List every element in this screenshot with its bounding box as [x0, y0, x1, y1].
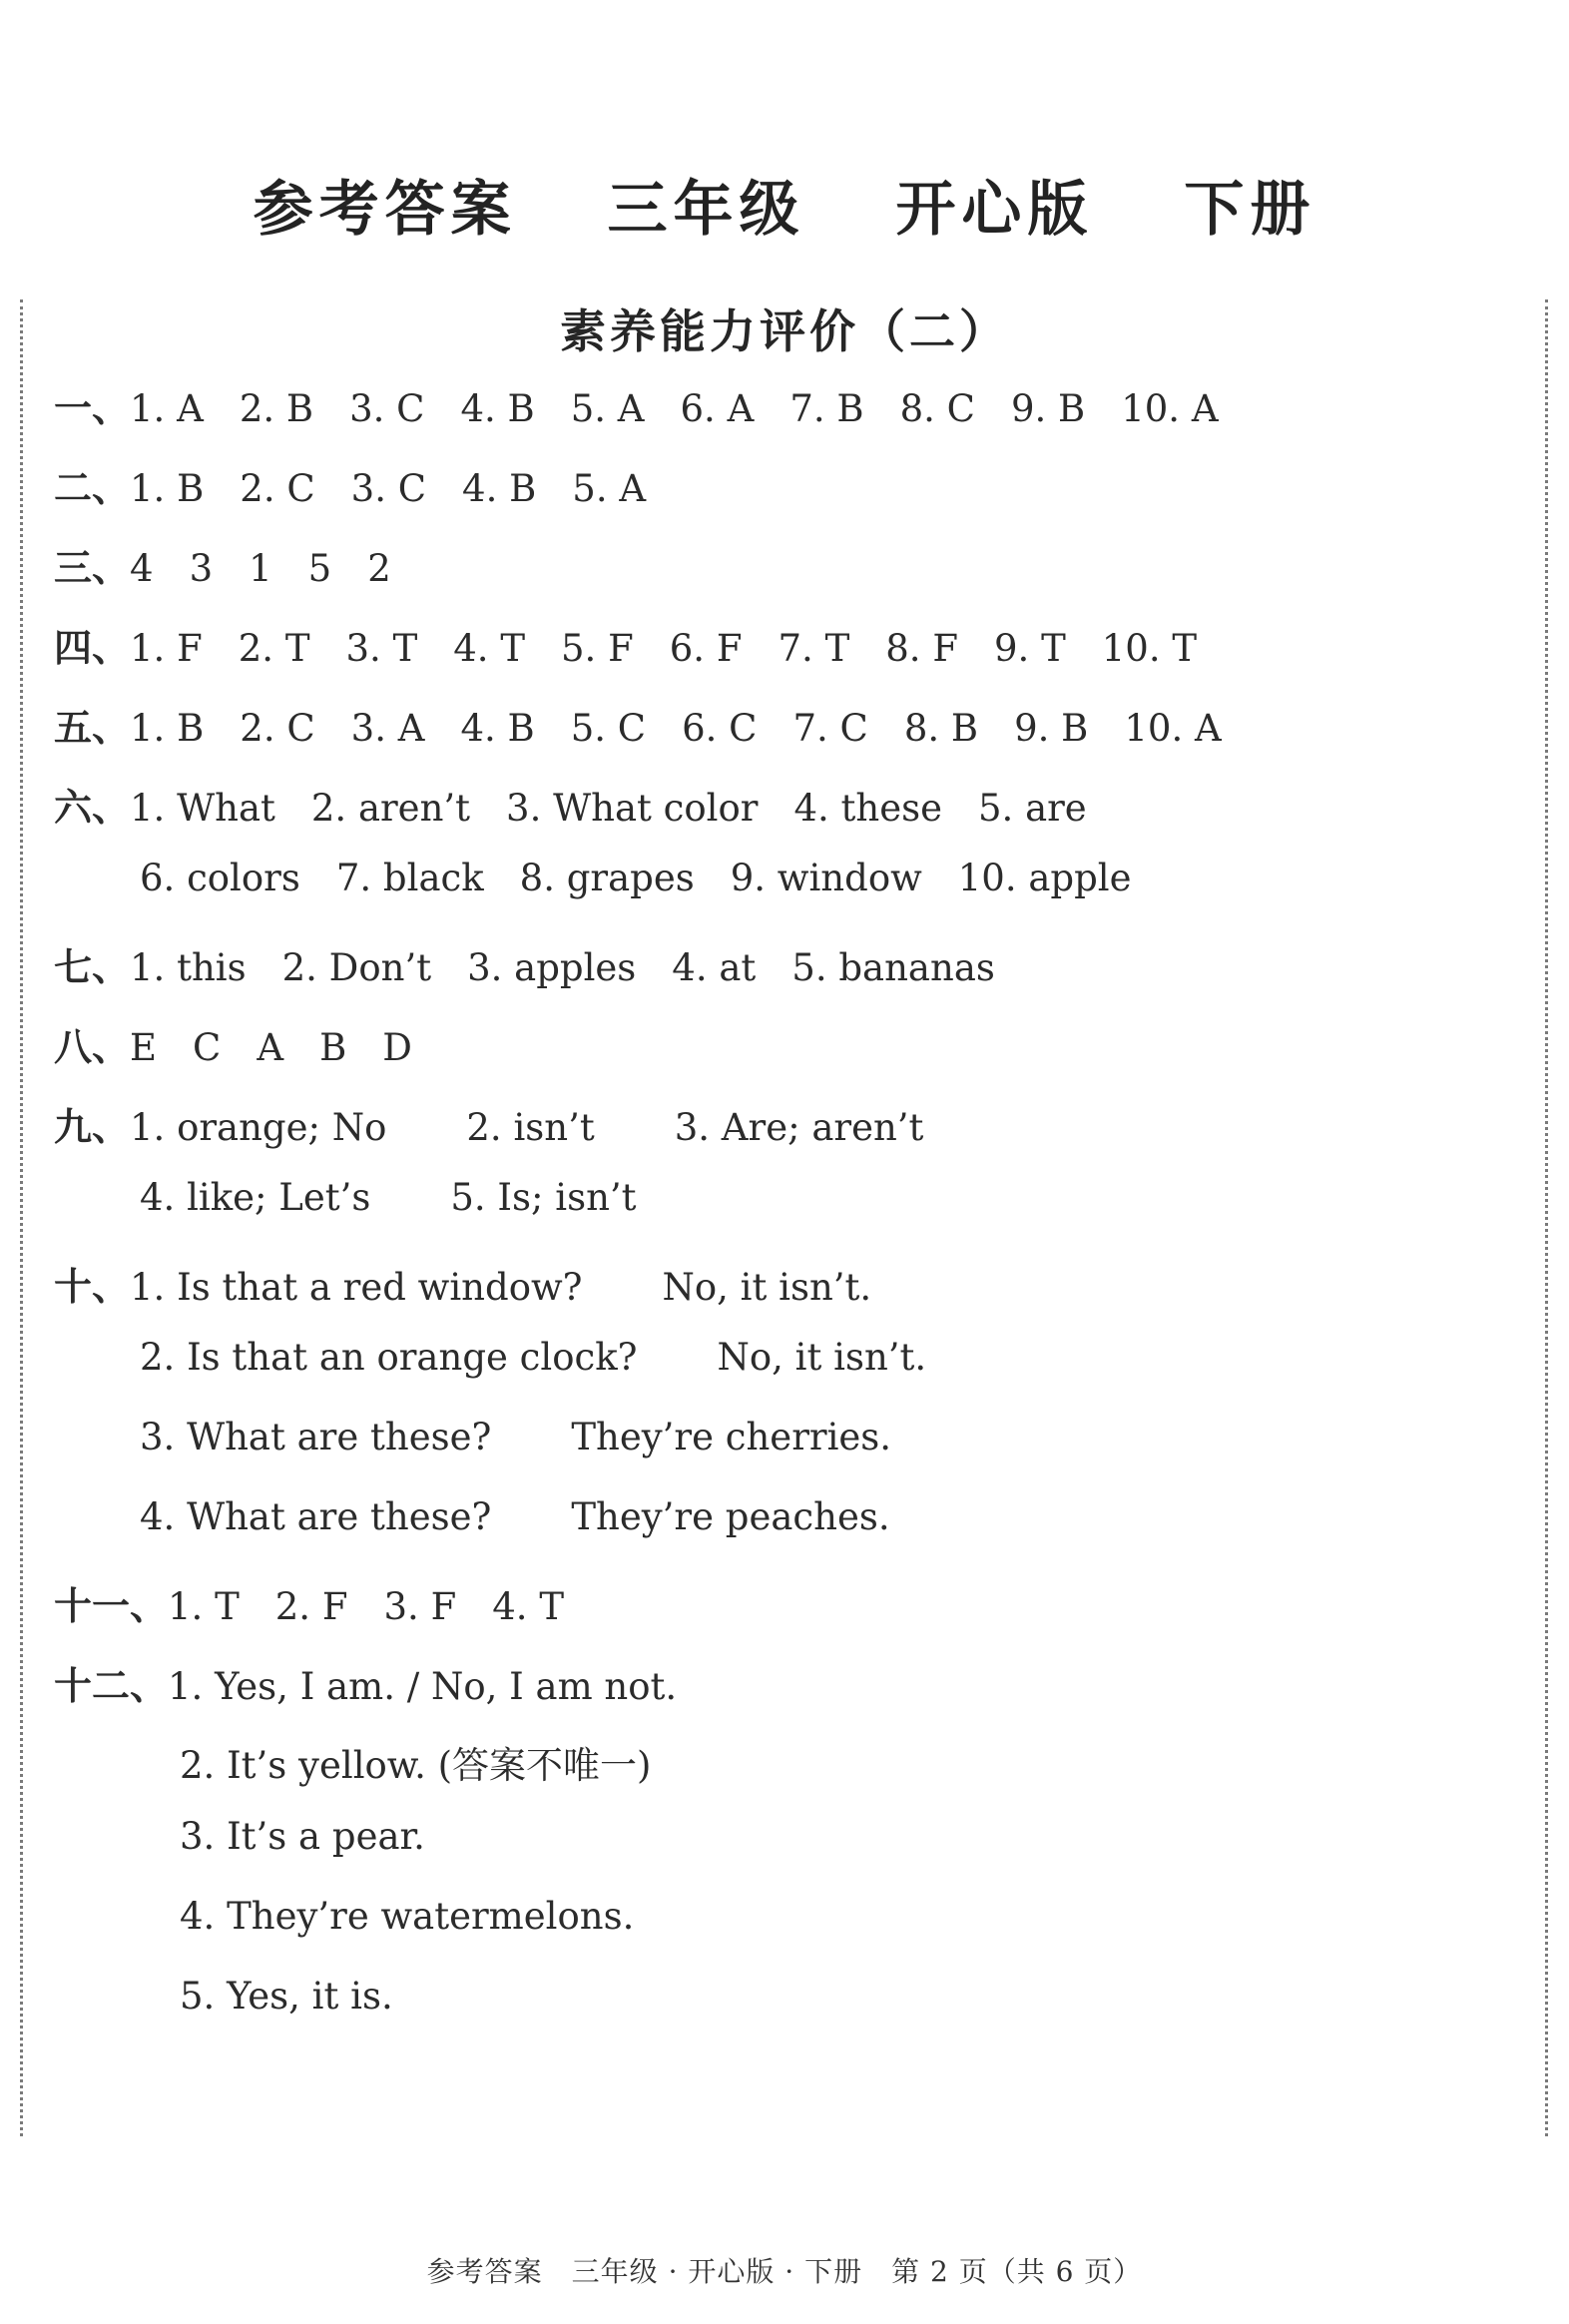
- answer-item: 6. F: [669, 627, 743, 670]
- page-footer: 参考答案 三年级 · 开心版 · 下册 第 2 页（共 6 页）: [426, 2255, 1143, 2288]
- answer-row: [54, 936, 995, 991]
- answer-item: 4. T: [453, 627, 526, 670]
- answer-item: 3. T: [345, 627, 418, 670]
- answer-item: 3. A: [350, 707, 425, 750]
- answer-item: 2. Don’t: [281, 946, 432, 989]
- answer-item: 4. these: [793, 787, 942, 830]
- answer-item: 1: [249, 547, 272, 590]
- answer-row: [54, 377, 1219, 432]
- answer-item: 9. T: [994, 627, 1066, 670]
- page-title: [0, 162, 1569, 248]
- question-number: 六、: [54, 786, 131, 830]
- answer-item: 5. C: [570, 707, 647, 750]
- answer-item: 1. T: [168, 1585, 240, 1628]
- answer-item: 3. F: [383, 1585, 457, 1628]
- title-part: 三年级: [607, 175, 805, 245]
- answer-item: 3. C: [350, 467, 427, 510]
- answer-item: 7. black: [335, 857, 484, 899]
- question-number: 十一、: [54, 1584, 169, 1628]
- answer-item: 3. apples: [467, 946, 637, 989]
- answer-row: [54, 1096, 923, 1151]
- answer-item: 2. B: [239, 387, 314, 430]
- answer-item: 2. C: [240, 707, 315, 750]
- answer-item: A: [257, 1026, 284, 1069]
- answer-item: 1. orange; No: [130, 1106, 387, 1149]
- answer-item: 7. T: [778, 627, 850, 670]
- answer-row: [54, 1016, 412, 1071]
- right-dotted-border: [1545, 299, 1548, 2136]
- answer-item: No, it isn’t.: [717, 1336, 927, 1379]
- answer-item: 4. like; Let’s: [140, 1176, 371, 1219]
- answer-item: 5. bananas: [791, 946, 995, 989]
- answer-row: [180, 1735, 651, 1789]
- answer-item: 2. It’s yellow. (答案不唯一): [180, 1744, 652, 1787]
- answer-item: 9. window: [730, 857, 922, 899]
- answer-item: 9. B: [1010, 387, 1086, 430]
- answer-item: 2. C: [240, 467, 315, 510]
- answer-row: [54, 697, 1222, 752]
- answer-item: 6. A: [680, 387, 755, 430]
- answer-item: They’re peaches.: [571, 1495, 890, 1538]
- answer-item: 1. What: [130, 787, 275, 830]
- answer-row: [54, 617, 1197, 672]
- question-number: 五、: [54, 706, 131, 750]
- answer-item: 4. T: [492, 1585, 565, 1628]
- answer-item: 4. at: [672, 946, 757, 989]
- answer-item: No, it isn’t.: [662, 1266, 872, 1309]
- question-number: 十、: [54, 1265, 131, 1309]
- answer-item: 1. B: [130, 467, 205, 510]
- answer-item: E: [130, 1026, 158, 1069]
- answer-item: C: [193, 1026, 222, 1069]
- answer-item: 8. B: [903, 707, 979, 750]
- answer-item: 4. B: [460, 387, 535, 430]
- answer-item: 8. C: [899, 387, 975, 430]
- question-number: 三、: [54, 546, 131, 590]
- answer-item: 1. Is that a red window?: [130, 1266, 583, 1309]
- title-part: 下册: [1184, 175, 1316, 245]
- answer-item: 4. B: [460, 707, 535, 750]
- answer-item: D: [382, 1026, 412, 1069]
- answer-item: 5. Yes, it is.: [180, 1975, 393, 2018]
- question-number: 一、: [54, 386, 131, 430]
- answer-item: 5. A: [570, 387, 645, 430]
- title-part: 参考答案: [253, 175, 517, 245]
- answer-item: 1. F: [130, 627, 203, 670]
- answer-item: 4. They’re watermelons.: [180, 1895, 635, 1938]
- answer-row: [54, 777, 1087, 832]
- answer-item: 10. A: [1121, 387, 1219, 430]
- title-part: 开心版: [895, 175, 1094, 245]
- question-number: 九、: [54, 1105, 131, 1149]
- question-number: 四、: [54, 626, 131, 670]
- answer-item: 7. B: [789, 387, 864, 430]
- answer-item: 2: [367, 547, 391, 590]
- answer-row: [140, 1416, 891, 1458]
- left-dotted-border: [20, 299, 23, 2136]
- question-number: 八、: [54, 1025, 131, 1069]
- answer-item: 1. this: [130, 946, 247, 989]
- answer-row: [54, 1575, 564, 1630]
- answer-row: [140, 1495, 890, 1538]
- answer-item: 2. F: [274, 1585, 348, 1628]
- answer-row: [180, 1895, 634, 1938]
- answer-item: 5. Is; isn’t: [450, 1176, 637, 1219]
- answer-item: 4. B: [462, 467, 537, 510]
- answer-item: 5. F: [561, 627, 634, 670]
- answer-item: 9. B: [1014, 707, 1089, 750]
- answer-row: [54, 537, 391, 592]
- answer-item: 1. Yes, I am. / No, I am not.: [168, 1665, 678, 1708]
- answer-item: 2. isn’t: [466, 1106, 595, 1149]
- answer-item: 3. Are; aren’t: [674, 1106, 924, 1149]
- answer-item: 6. colors: [140, 857, 300, 899]
- answer-item: 10. T: [1101, 627, 1198, 670]
- answer-item: 7. C: [792, 707, 868, 750]
- answer-item: 3: [189, 547, 214, 590]
- answer-item: They’re cherries.: [571, 1416, 892, 1458]
- answer-item: 5: [307, 547, 332, 590]
- answer-item: 10. A: [1124, 707, 1222, 750]
- answer-row: [180, 1815, 425, 1858]
- question-number: 二、: [54, 466, 131, 510]
- question-number: 七、: [54, 945, 131, 989]
- answer-item: 3. What are these?: [140, 1416, 492, 1458]
- answer-item: 2. T: [238, 627, 310, 670]
- answer-item: 4. What are these?: [140, 1495, 492, 1538]
- section-title: 素养能力评价（二）: [560, 304, 1009, 358]
- answer-item: 5. are: [978, 787, 1087, 830]
- answer-item: 10. apple: [957, 857, 1132, 899]
- answer-item: 2. Is that an orange clock?: [140, 1336, 638, 1379]
- answer-row: [180, 1975, 393, 2018]
- answer-row: [140, 1336, 926, 1379]
- answer-item: B: [319, 1026, 347, 1069]
- answer-item: 3. It’s a pear.: [180, 1815, 425, 1858]
- answer-item: 1. A: [130, 387, 204, 430]
- answer-item: 8. grapes: [519, 857, 695, 899]
- answer-row: [54, 1256, 871, 1311]
- answer-item: 6. C: [682, 707, 758, 750]
- answer-item: 1. B: [130, 707, 205, 750]
- answer-item: 3. C: [349, 387, 425, 430]
- answer-item: 4: [130, 547, 154, 590]
- answer-item: 8. F: [885, 627, 959, 670]
- question-number: 十二、: [54, 1664, 169, 1708]
- answer-row: [54, 457, 646, 512]
- answer-item: 5. A: [572, 467, 647, 510]
- answer-item: 2. aren’t: [310, 787, 471, 830]
- answer-row: [54, 1655, 677, 1710]
- answer-item: 3. What color: [506, 787, 759, 830]
- answer-row: [140, 857, 1132, 899]
- answer-row: [140, 1176, 637, 1219]
